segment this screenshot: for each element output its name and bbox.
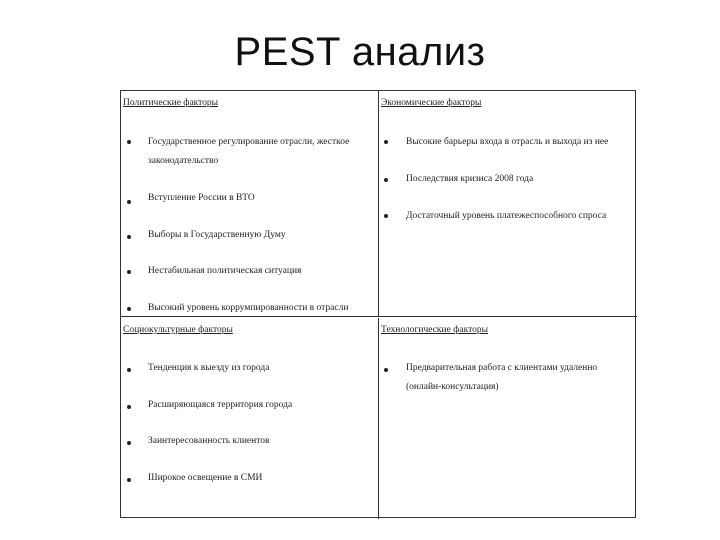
technological-heading: Технологические факторы (381, 325, 488, 335)
political-heading: Политические факторы (123, 98, 219, 108)
technological-item: (онлайн-консультация) (406, 382, 499, 392)
bullet-icon (127, 478, 131, 482)
bullet-icon (127, 270, 131, 274)
page-title: PEST анализ (234, 30, 486, 74)
economic-item: Достаточный уровень платежеспособного спроса (406, 211, 607, 221)
bullet-icon (127, 368, 131, 372)
economic-item: Высокие барьеры входа в отрасль и выхода из нее (406, 137, 609, 147)
political-item: Выборы в Государственную Думу (148, 230, 286, 240)
bullet-icon (127, 235, 131, 239)
pest-table (120, 90, 636, 518)
bullet-icon (384, 140, 388, 144)
social-item: Тенденция к выезду из города (148, 363, 270, 373)
bullet-icon (384, 214, 388, 218)
bullet-icon (127, 441, 131, 445)
bullet-icon (127, 405, 131, 409)
social-item: Расширяющаяся территория города (148, 400, 293, 410)
column-divider (378, 91, 379, 316)
political-item: Вступление России в ВТО (148, 193, 255, 203)
technological-item: Предварительная работа с клиентами удаленно (406, 363, 598, 373)
political-item: Государственное регулирование отрасли, жесткое (148, 137, 350, 147)
bullet-icon (384, 178, 388, 182)
political-item: Нестабильная политическая ситуация (148, 266, 302, 276)
social-item: Заинтересованность клиентов (148, 436, 270, 446)
political-item: Высокий уровень коррумпированности в отрасли (148, 303, 349, 313)
economic-item: Последствия кризиса 2008 года (406, 174, 534, 184)
column-divider (378, 318, 379, 519)
row-divider (121, 316, 637, 317)
bullet-icon (127, 140, 131, 144)
economic-heading: Экономические факторы (381, 98, 482, 108)
social-heading: Социокультурные факторы (123, 325, 233, 335)
bullet-icon (384, 368, 388, 372)
bullet-icon (127, 307, 131, 311)
social-item: Широкое освещение в СМИ (148, 473, 263, 483)
bullet-icon (127, 200, 131, 204)
political-item: законодательство (148, 156, 219, 166)
